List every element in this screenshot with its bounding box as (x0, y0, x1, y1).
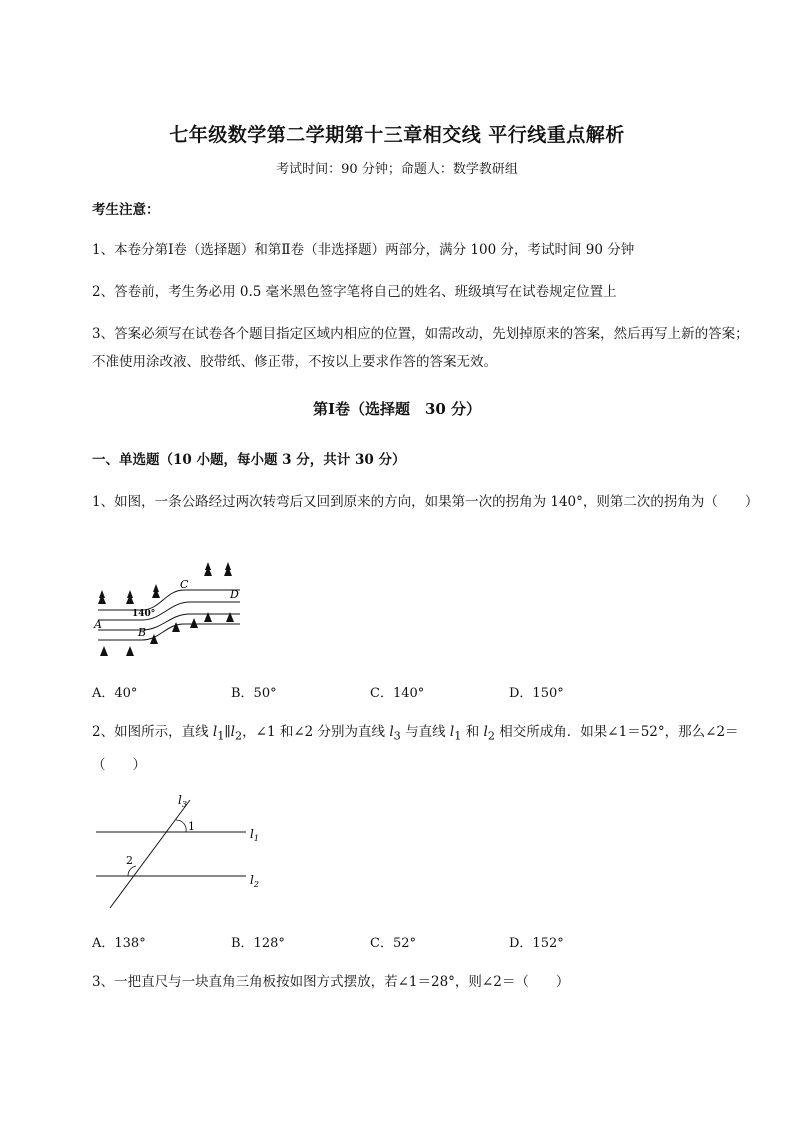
point-c-label: C (180, 578, 189, 591)
notice-heading: 考生注意： (92, 202, 160, 218)
part-heading: 一、单选题（10 小题，每小题 3 分，共计 30 分） (92, 452, 406, 468)
exam-info: 考试时间：90 分钟；命题人：数学教研组 (276, 162, 518, 177)
question-2-figure (90, 786, 270, 916)
question-3-stem: 3、一把直尺与一块直角三角板按如图方式摆放，若∠1＝28°，则∠2＝（ ） (92, 974, 570, 990)
question-1-stem: 1、如图，一条公路经过两次转弯后又回到原来的方向，如果第一次的拐角为 140°，则第二次的拐角为（ ） (92, 494, 759, 510)
notice-item-2: 2、答卷前，考生务必用 0.5 毫米黑色签字笔将自己的姓名、班级填写在试卷规定位置上 (92, 284, 617, 300)
option-d[interactable]: D．152° (509, 936, 564, 951)
point-b-label: B (138, 626, 147, 639)
question-2-options (92, 932, 732, 951)
point-a-label: A (94, 618, 102, 631)
question-1-figure (90, 558, 250, 662)
question-2-stem: 2、如图所示，直线 $l_1\parallel l_2$，∠1 和∠2 分别为直线 $l_3$ 与直线 $l_1$ 和 $l_2$ 相交所成角．如果∠1＝52°，那么∠2＝（ ） (92, 724, 739, 773)
option-a[interactable]: A．40° (92, 686, 138, 701)
question-1-options (92, 682, 732, 701)
angle-1-label: 1 (188, 820, 195, 833)
option-c[interactable]: C．140° (370, 686, 425, 701)
line-l1-label: $l_1$ (250, 827, 259, 843)
section-title: 第Ⅰ卷（选择题 30 分） (312, 400, 482, 418)
line-l2-label: $l_2$ (250, 873, 259, 889)
line-l3-label: $l_3$ (178, 793, 187, 809)
option-c[interactable]: C．52° (370, 936, 416, 951)
option-b[interactable]: B．50° (231, 686, 277, 701)
angle-label-140: 140° (132, 609, 156, 619)
angle-2-label: 2 (126, 854, 133, 867)
option-b[interactable]: B．128° (231, 936, 285, 951)
notice-item-1: 1、本卷分第Ⅰ卷（选择题）和第Ⅱ卷（非选择题）两部分，满分 100 分，考试时间 90 分钟 (92, 242, 635, 258)
notice-item-3: 3、答案必须写在试卷各个题目指定区域内相应的位置，如需改动，先划掉原来的答案，然后再写上新的答案；不准使用涂改液、胶带纸、修正带，不按以上要求作答的答案无效。 (92, 326, 749, 370)
option-a[interactable]: A．138° (92, 936, 146, 951)
point-d-label: D (230, 588, 239, 601)
option-d[interactable]: D．150° (509, 686, 564, 701)
page-title: 七年级数学第二学期第十三章相交线 平行线重点解析 (169, 124, 625, 146)
